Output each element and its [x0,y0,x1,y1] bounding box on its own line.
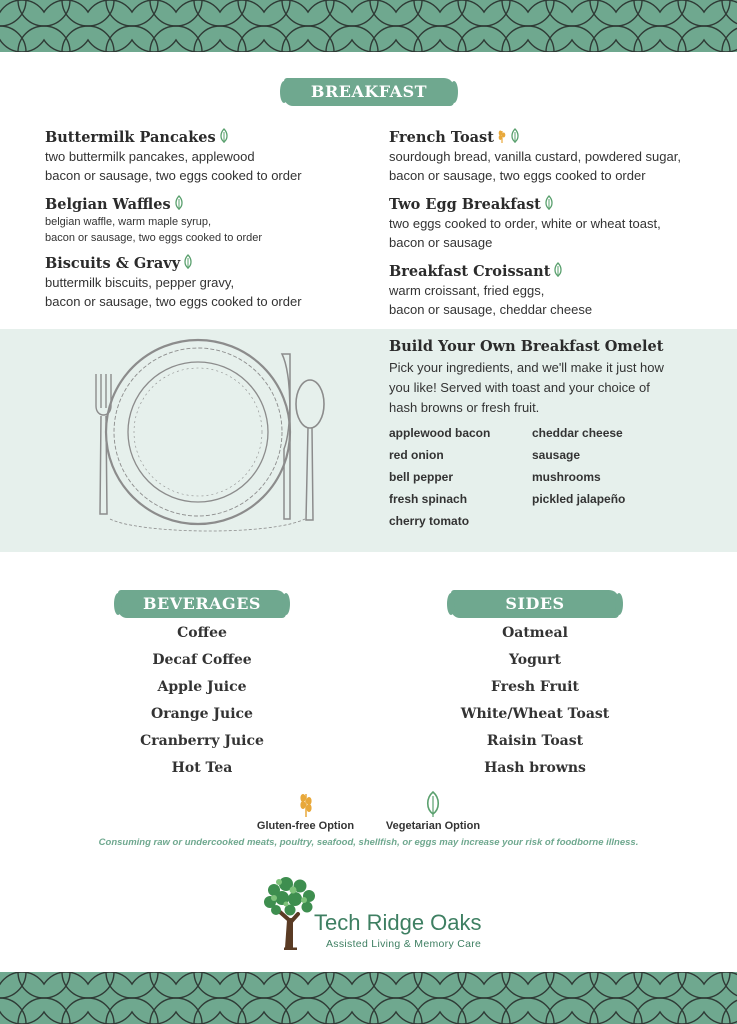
sides-banner [451,590,619,618]
item-desc-line: warm croissant, fried eggs, [389,283,545,298]
side-item: Hash browns [484,760,586,776]
ingredient: red onion [389,448,444,462]
beverage-item: Orange Juice [151,706,253,722]
item-desc-line: bacon or sausage, two eggs cooked to order [45,232,263,244]
beverages-list [102,620,302,782]
vegetarian-label: Vegetarian Option [385,820,481,832]
item-desc-line: bacon or sausage, two eggs cooked to order [389,168,646,183]
beverage-item: Hot Tea [171,760,233,776]
ingredient: applewood bacon [389,426,491,440]
foodborne-illness-disclaimer: Consuming raw or undercooked meats, poultry, seafood, shellfish, or eggs may increase your risk of foodborne illness. [98,837,639,848]
top-pattern-band [0,0,737,52]
beverage-item: Coffee [177,625,227,641]
omelet-desc-line: Pick your ingredients, and we'll make it just how [389,360,664,375]
omelet-desc-line: hash browns or fresh fruit. [389,400,540,415]
logo-subtitle: Assisted Living & Memory Care [326,938,482,950]
menu-item-buttermilk-pancakes [45,128,302,185]
side-item: Oatmeal [502,625,568,641]
omelet-block [389,338,664,418]
item-name: Breakfast Croissant [389,263,551,280]
side-item: Raisin Toast [486,733,584,749]
menu-item-belgian-waffles [45,195,262,246]
gluten-free-wheat-icon [497,128,507,144]
menu-item-breakfast-croissant [389,262,592,319]
breakfast-title: BREAKFAST [310,82,428,101]
vegetarian-leaf-icon [174,195,184,211]
menu-item-french-toast [389,128,681,185]
logo-name: Tech Ridge Oaks [314,910,482,935]
omelet-desc-line: you like! Served with toast and your choice of [389,380,650,395]
gluten-free-label: Gluten-free Option [256,820,355,832]
ingredient: sausage [532,448,581,462]
ingredient: pickled jalapeño [532,492,626,506]
ingredient: cherry tomato [389,514,470,528]
item-desc-line: two eggs cooked to order, white or wheat toast, [389,216,661,231]
legend-vegetarian [378,790,488,832]
ingredient: bell pepper [389,470,454,484]
sides-list [435,620,635,782]
item-name: French Toast [389,129,494,146]
item-desc-line: buttermilk biscuits, pepper gravy, [45,275,235,290]
item-desc-line: belgian waffle, warm maple syrup, [45,216,212,228]
bottom-pattern-band [0,972,737,1024]
vegetarian-leaf-icon [424,790,442,818]
beverages-title: BEVERAGES [143,594,261,613]
beverages-banner [118,590,286,618]
item-desc-line: bacon or sausage, two eggs cooked to order [45,294,302,309]
omelet-ingredients [389,426,689,536]
legend-gluten-free [248,790,363,832]
sides-title: SIDES [505,594,565,613]
side-item: White/Wheat Toast [460,706,610,722]
item-name: Biscuits & Gravy [45,255,181,272]
item-desc-line: bacon or sausage, cheddar cheese [389,302,593,317]
beverage-item: Cranberry Juice [140,733,264,749]
item-name: Belgian Waffles [45,196,171,213]
beverage-item: Decaf Coffee [152,652,252,668]
ingredient: mushrooms [532,470,601,484]
plate-illustration-icon [70,334,340,544]
item-desc-line: two buttermilk pancakes, applewood [45,149,255,164]
oak-tree-logo-icon [262,874,318,950]
vegetarian-leaf-icon [544,195,554,211]
item-desc-line: bacon or sausage [389,235,493,250]
vegetarian-leaf-icon [553,262,563,278]
vegetarian-leaf-icon [219,128,229,144]
beverage-item: Apple Juice [157,679,247,695]
omelet-title: Build Your Own Breakfast Omelet [389,338,664,355]
item-name: Two Egg Breakfast [389,196,541,213]
menu-item-biscuits-gravy [45,254,302,311]
ingredient: cheddar cheese [532,426,623,440]
breakfast-banner [284,78,454,106]
item-desc-line: sourdough bread, vanilla custard, powdered sugar, [389,149,681,164]
vegetarian-leaf-icon [183,254,193,270]
item-desc-line: bacon or sausage, two eggs cooked to order [45,168,302,183]
side-item: Yogurt [509,652,561,668]
side-item: Fresh Fruit [491,679,579,695]
menu-item-two-egg-breakfast [389,195,661,252]
item-name: Buttermilk Pancakes [45,129,216,146]
ingredient: fresh spinach [389,492,468,506]
gluten-free-wheat-icon [297,790,315,818]
vegetarian-leaf-icon [510,128,520,144]
